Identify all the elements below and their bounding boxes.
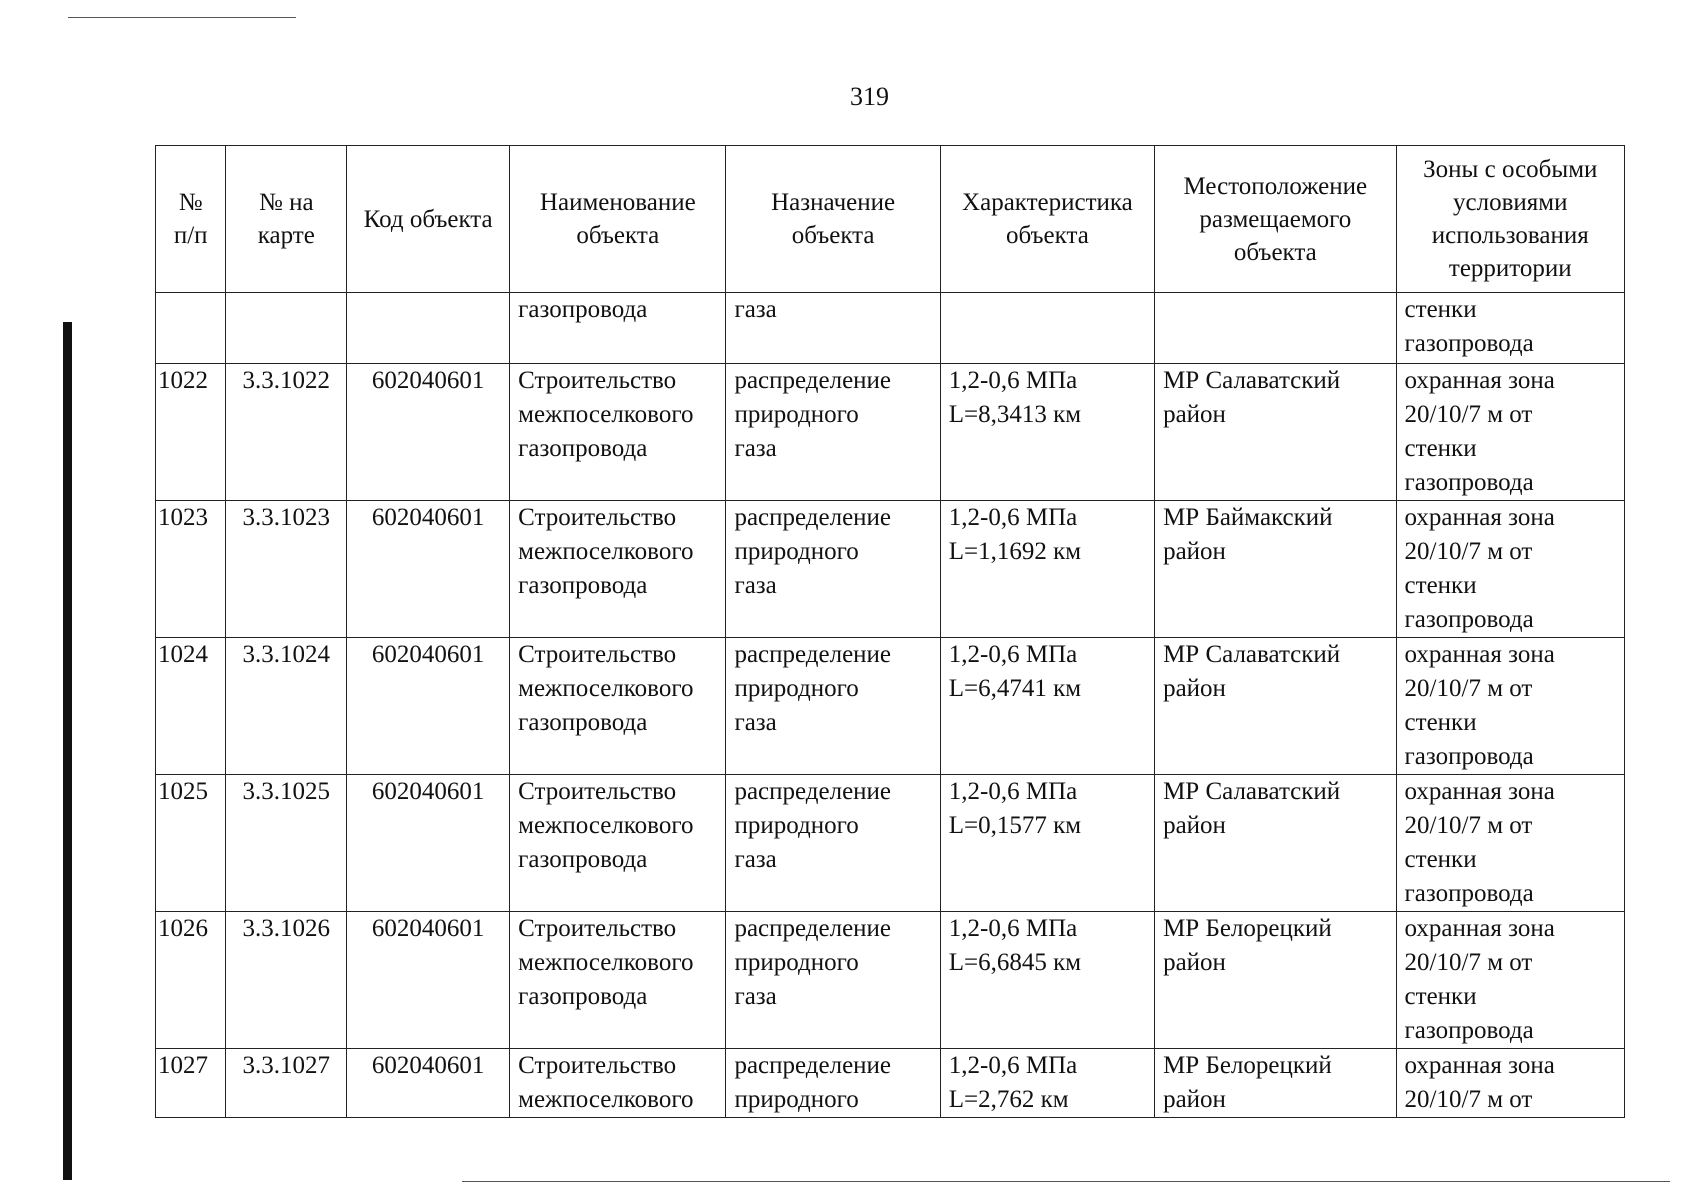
cell-object-characteristics: 1,2-0,6 МПа L=8,3413 км	[940, 364, 1154, 501]
cell-row-number: 1022	[156, 364, 226, 501]
table-row-last	[156, 1049, 1625, 1118]
top-rule	[68, 17, 296, 18]
cell-object-name: Строительство межпоселкового газопровода	[510, 364, 726, 501]
table-row	[156, 912, 1625, 1049]
cell-object-code: 602040601	[347, 364, 510, 501]
table-row	[156, 364, 1625, 501]
cell-object-name: Строительство межпоселкового	[510, 1049, 726, 1118]
header-object-purpose: Назначение объекта	[726, 146, 940, 293]
cell-object-purpose: распределение природного газа	[726, 638, 940, 775]
cell-object-characteristics: 1,2-0,6 МПа L=2,762 км	[940, 1049, 1154, 1118]
cell-object-code	[347, 293, 510, 364]
cell-row-number: 1027	[156, 1049, 226, 1118]
table-row	[156, 775, 1625, 912]
cell-object-purpose: газа	[726, 293, 940, 364]
cell-row-number: 1026	[156, 912, 226, 1049]
cell-map-number: 3.3.1025	[226, 775, 347, 912]
cell-object-location: МР Баймакский район	[1155, 501, 1396, 638]
cell-object-code: 602040601	[347, 775, 510, 912]
cell-special-zones: охранная зона 20/10/7 м от стенки газопровода	[1396, 364, 1624, 501]
cell-special-zones: стенки газопровода	[1396, 293, 1624, 364]
cell-map-number: 3.3.1022	[226, 364, 347, 501]
cell-map-number	[226, 293, 347, 364]
cell-object-code: 602040601	[347, 1049, 510, 1118]
cell-object-code: 602040601	[347, 912, 510, 1049]
table-row	[156, 501, 1625, 638]
cell-map-number: 3.3.1026	[226, 912, 347, 1049]
scan-edge-bar	[63, 322, 72, 1180]
cell-object-purpose: распределение природного газа	[726, 501, 940, 638]
bottom-rule	[462, 1181, 1670, 1182]
cell-object-name: газопровода	[510, 293, 726, 364]
cell-row-number	[156, 293, 226, 364]
cell-object-code: 602040601	[347, 638, 510, 775]
cell-special-zones: охранная зона 20/10/7 м от стенки газопровода	[1396, 912, 1624, 1049]
cell-map-number: 3.3.1024	[226, 638, 347, 775]
cell-special-zones: охранная зона 20/10/7 м от стенки газопровода	[1396, 775, 1624, 912]
header-object-code: Код объекта	[347, 146, 510, 293]
cell-object-location: МР Салаватский район	[1155, 364, 1396, 501]
cell-special-zones: охранная зона 20/10/7 м от стенки газопровода	[1396, 501, 1624, 638]
cell-object-characteristics	[940, 293, 1154, 364]
header-object-name: Наименование объекта	[510, 146, 726, 293]
cell-object-purpose: распределение природного	[726, 1049, 940, 1118]
cell-object-location: МР Салаватский район	[1155, 638, 1396, 775]
cell-object-name: Строительство межпоселкового газопровода	[510, 638, 726, 775]
cell-object-purpose: распределение природного газа	[726, 912, 940, 1049]
cell-object-purpose: распределение природного газа	[726, 364, 940, 501]
cell-object-code: 602040601	[347, 501, 510, 638]
table-header-row	[156, 146, 1625, 293]
cell-map-number: 3.3.1023	[226, 501, 347, 638]
cell-map-number: 3.3.1027	[226, 1049, 347, 1118]
cell-object-location: МР Белорецкий район	[1155, 1049, 1396, 1118]
cell-object-location: МР Салаватский район	[1155, 775, 1396, 912]
cell-row-number: 1025	[156, 775, 226, 912]
cell-row-number: 1023	[156, 501, 226, 638]
cell-object-name: Строительство межпоселкового газопровода	[510, 501, 726, 638]
table-row-continuation	[156, 293, 1625, 364]
cell-object-name: Строительство межпоселкового газопровода	[510, 912, 726, 1049]
table-row	[156, 638, 1625, 775]
cell-object-characteristics: 1,2-0,6 МПа L=0,1577 км	[940, 775, 1154, 912]
cell-special-zones: охранная зона 20/10/7 м от	[1396, 1049, 1624, 1118]
cell-object-location: МР Белорецкий район	[1155, 912, 1396, 1049]
header-object-characteristics: Характеристика объекта	[940, 146, 1154, 293]
objects-table	[155, 145, 1625, 1118]
cell-object-location	[1155, 293, 1396, 364]
cell-object-purpose: распределение природного газа	[726, 775, 940, 912]
cell-object-characteristics: 1,2-0,6 МПа L=1,1692 км	[940, 501, 1154, 638]
cell-object-characteristics: 1,2-0,6 МПа L=6,4741 км	[940, 638, 1154, 775]
cell-special-zones: охранная зона 20/10/7 м от стенки газопровода	[1396, 638, 1624, 775]
cell-object-name: Строительство межпоселкового газопровода	[510, 775, 726, 912]
cell-row-number: 1024	[156, 638, 226, 775]
header-object-location: Местоположение размещаемого объекта	[1155, 146, 1396, 293]
cell-object-characteristics: 1,2-0,6 МПа L=6,6845 км	[940, 912, 1154, 1049]
header-row-number: № п/п	[156, 146, 226, 293]
page-number: 319	[850, 82, 889, 111]
header-special-zones: Зоны с особыми условиями использования территории	[1396, 146, 1624, 293]
header-map-number: № на карте	[226, 146, 347, 293]
